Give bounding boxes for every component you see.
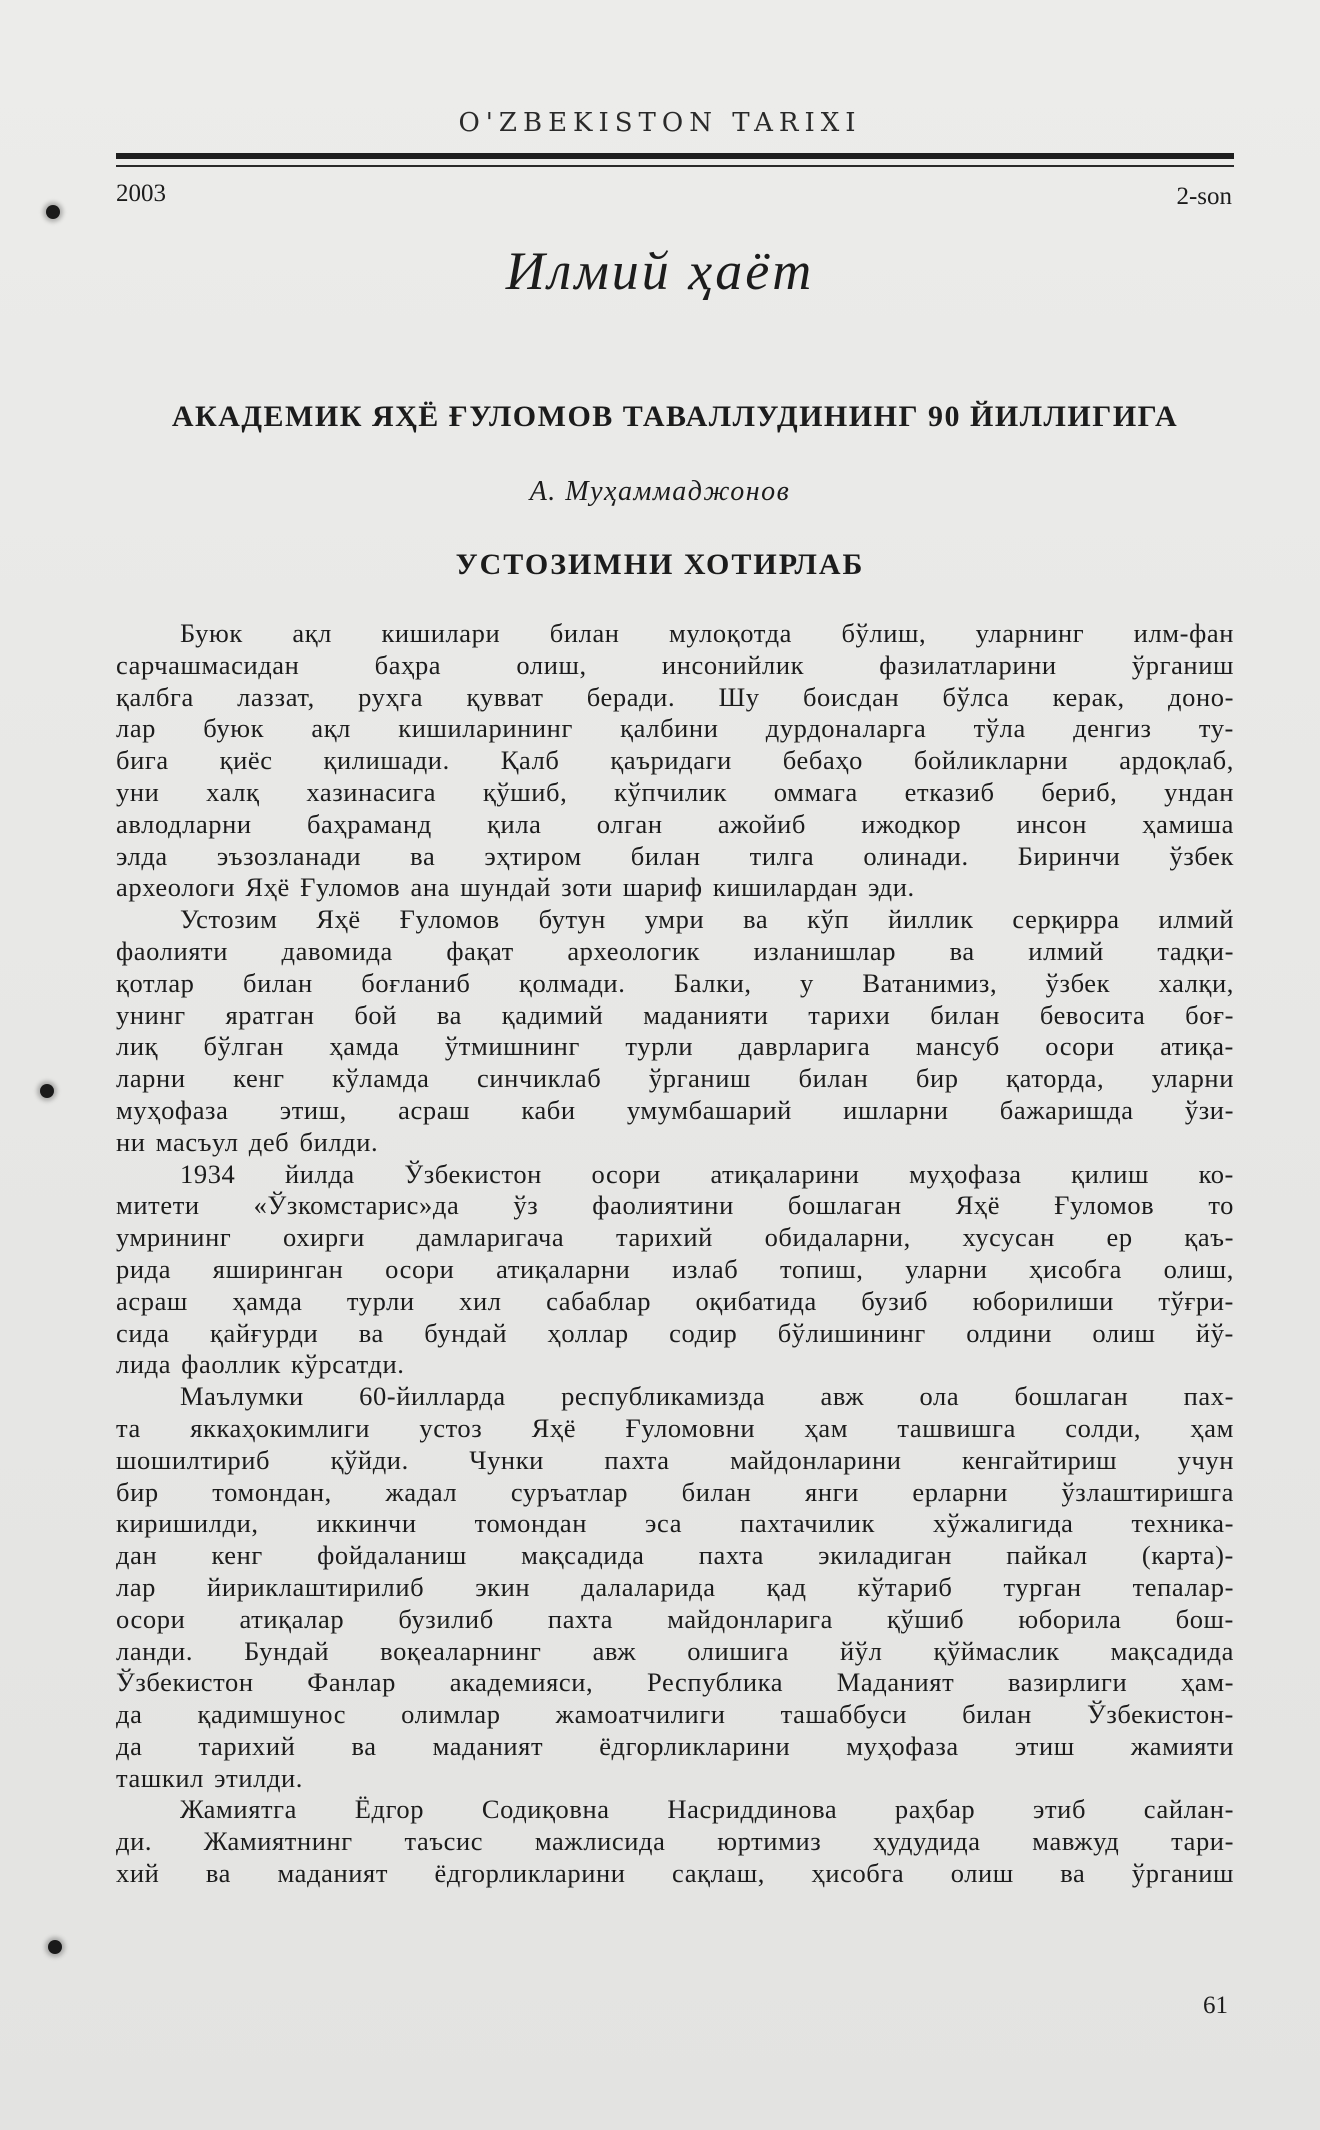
body-line: археологи Яҳё Ғуломов ана шундай зоти шариф кишилардан эди.: [116, 872, 915, 903]
body-line: Маълумки 60-йилларда республикамизда авж ола бошлаган пах-: [180, 1381, 1234, 1412]
body-line: ларни кенг кўламда синчиклаб ўрганиш билан бир қаторда, уларни: [116, 1063, 1234, 1094]
binding-hole-bottom: [48, 1940, 62, 1954]
body-line: киришилди, иккинчи томондан эса пахтачилик хўжалигида техника-: [116, 1508, 1234, 1539]
header-rule-thick: [116, 153, 1234, 159]
body-line: Жамиятга Ёдгор Содиқовна Насриддинова раҳбар этиб сайлан-: [180, 1794, 1234, 1825]
issue-number: 2-son: [1176, 183, 1232, 210]
body-line: да тарихий ва маданият ёдгорликларини муҳофаза этиш жамияти: [116, 1730, 1234, 1761]
body-line: лида фаоллик кўрсатди.: [116, 1349, 405, 1380]
body-line: хий ва маданият ёдгорликларини сақлаш, ҳисобга олиш ва ўрганиш: [116, 1858, 1234, 1889]
body-line: рида яширинган осори атиқаларни излаб топиш, уларни ҳисобга олиш,: [116, 1253, 1234, 1284]
body-line: лиқ бўлган ҳамда ўтмишнинг турли даврларига мансуб осори атиқа-: [116, 1031, 1234, 1062]
body-line: лар йириклаштирилиб экин далаларида қад кўтариб турган тепалар-: [116, 1571, 1234, 1602]
body-line: 1934 йилда Ўзбекистон осори атиқаларини муҳофаза қилиш ко-: [180, 1158, 1234, 1189]
body-line: бига қиёс қилишади. Қалб қаъридаги бебаҳо бойликларни ардоқлаб,: [116, 745, 1234, 776]
binding-hole-top: [46, 205, 60, 219]
body-line: лар буюк ақл кишиларининг қалбини дурдоналарга тўла денгиз ту-: [116, 713, 1234, 744]
body-line: авлодларни баҳраманд қила олган ажойиб ижодкор инсон ҳамиша: [116, 808, 1234, 839]
body-line: фаолияти давомида фақат археологик изланишлар ва илмий тадқи-: [116, 935, 1234, 966]
body-line: та яккаҳокимлиги устоз Яҳё Ғуломовни ҳам ташвишга солди, ҳам: [116, 1412, 1234, 1443]
article-title: АКАДЕМИК ЯҲЁ ҒУЛОМОВ ТАВАЛЛУДИНИНГ 90 ЙИЛЛИГИГА: [171, 400, 1179, 433]
body-line: Ўзбекистон Фанлар академияси, Республика Маданият вазирлиги ҳам-: [116, 1667, 1234, 1698]
article-subtitle: УСТОЗИМНИ ХОТИРЛАБ: [455, 548, 865, 581]
body-line: Устозим Яҳё Ғуломов бутун умри ва кўп йиллик серқирра илмий: [180, 904, 1234, 935]
body-line: ни масъул деб билди.: [116, 1126, 379, 1157]
body-line: бир томондан, жадал суръатлар билан янги ерларни ўзлаштиришга: [116, 1476, 1234, 1507]
body-line: қалбга лаззат, руҳга қувват беради. Шу боисдан бўлса керак, доно-: [116, 681, 1234, 712]
body-line: осори атиқалар бузилиб пахта майдонларига қўшиб юборила бош-: [116, 1603, 1234, 1634]
section-title: Илмий ҳаёт: [505, 241, 815, 301]
article-author: А. Муҳаммаджонов: [529, 476, 791, 507]
page-number: 61: [1203, 1992, 1228, 2019]
body-line: да қадимшунос олимлар жамоатчилиги ташаббуси билан Ўзбекистон-: [116, 1699, 1234, 1730]
body-line: ташкил этилди.: [116, 1762, 304, 1793]
body-line: ди. Жамиятнинг таъсис мажлисида юртимиз ҳудудида мавжуд тари-: [116, 1826, 1234, 1857]
body-line: унинг яратган бой ва қадимий маданияти тарихи билан бевосита боғ-: [116, 999, 1234, 1030]
body-line: муҳофаза этиш, асраш каби умумбашарий ишларни бажаришда ўзи-: [116, 1094, 1234, 1125]
body-line: умрининг охирги дамларигача тарихий обидаларни, хусусан ер қаъ-: [116, 1222, 1234, 1253]
article-body: [116, 618, 1234, 1890]
body-line: қотлар билан боғланиб қолмади. Балки, у Ватанимиз, ўзбек халқи,: [116, 967, 1234, 998]
body-line: дан кенг фойдаланиш мақсадида пахта экиладиган пайкал (карта)-: [116, 1540, 1234, 1571]
journal-running-head: O'ZBEKISTON TARIXI: [458, 108, 862, 138]
body-line: асраш ҳамда турли хил сабаблар оқибатида бузиб юборилиши тўғри-: [116, 1285, 1234, 1316]
issue-year: 2003: [116, 180, 166, 207]
body-line: элда эъзозланади ва эҳтиром билан тилга олинади. Биринчи ўзбек: [116, 840, 1234, 871]
body-line: уни халқ хазинасига қўшиб, кўпчилик оммага етказиб бериб, ундан: [116, 776, 1234, 807]
binding-hole-middle: [40, 1084, 54, 1098]
header-rule-thin: [116, 165, 1234, 167]
body-line: сида қайғурди ва бундай ҳоллар содир бўлишининг олдини олиш йў-: [116, 1317, 1234, 1348]
body-line: шошилтириб қўйди. Чунки пахта майдонларини кенгайтириш учун: [116, 1444, 1234, 1475]
body-line: Буюк ақл кишилари билан мулоқотда бўлиш, уларнинг илм-фан: [180, 618, 1234, 648]
body-line: сарчашмасидан баҳра олиш, инсонийлик фазилатларини ўрганиш: [116, 649, 1234, 680]
body-line: ланди. Бундай воқеаларнинг авж олишига йўл қўймаслик мақсадида: [116, 1635, 1234, 1666]
body-line: митети «Ўзкомстарис»да ўз фаолиятини бошлаган Яҳё Ғуломов то: [116, 1190, 1234, 1221]
